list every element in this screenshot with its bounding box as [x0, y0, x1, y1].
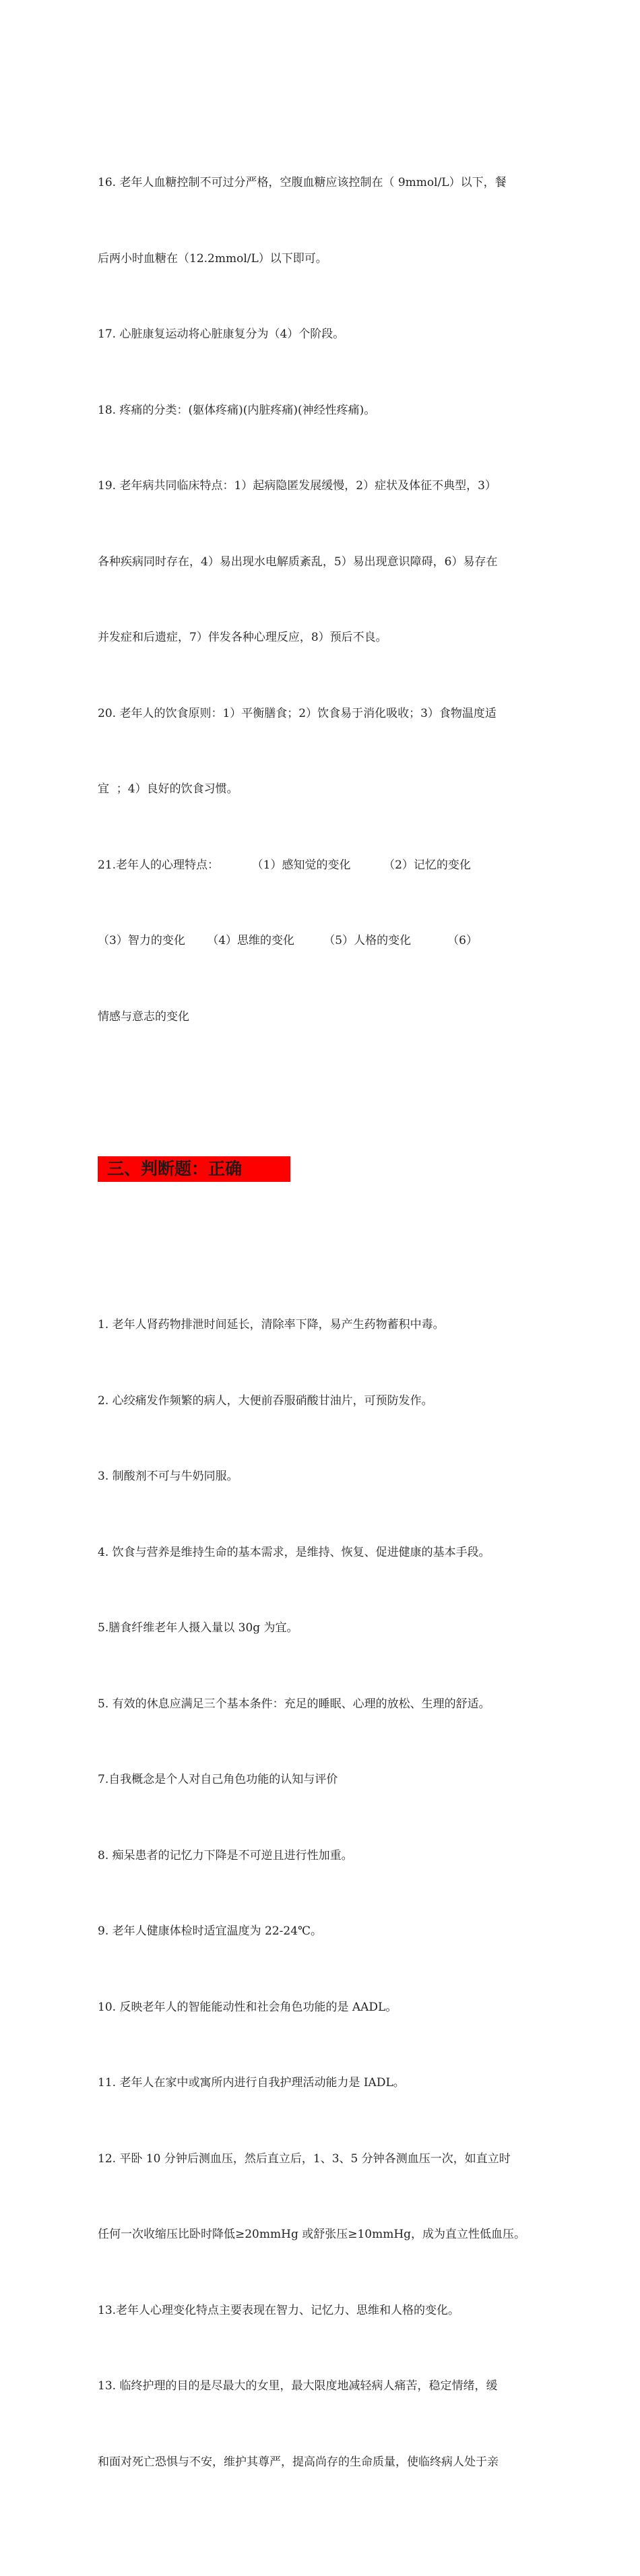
text-line: 21.老年人的心理特点： （1）感知觉的变化 （2）记忆的变化	[98, 858, 471, 872]
text-line: 17. 心脏康复运动将心脏康复分为（4）个阶段。	[98, 327, 345, 341]
list-item: 13. 临终护理的目的是尽最大的女里，最大限度地减轻病人痛苦，稳定情绪，缓	[98, 2379, 498, 2393]
list-item: 和面对死亡恐惧与不安，维护其尊严，提高尚存的生命质量，使临终病人处于亲	[98, 2455, 499, 2469]
text-line: 16. 老年人血糖控制不可过分严格，空腹血糖应该控制在（ 9mmol/L）以下，餐	[98, 176, 507, 189]
list-item: 3. 制酸剂不可与牛奶同服。	[98, 1470, 238, 1483]
text-line: 18. 疼痛的分类：(躯体疼痛)(内脏疼痛)(神经性疼痛)。	[98, 403, 376, 417]
section-three-heading	[98, 1156, 546, 1183]
text-line: 后两小时血糖在（12.2mmol/L）以下即可。	[98, 251, 327, 265]
page-content	[98, 69, 546, 2576]
list-item: 2. 心绞痛发作频繁的病人，大便前吞服硝酸甘油片，可预防发作。	[98, 1393, 433, 1408]
list-item: 4. 饮食与营养是维持生命的基本需求，是维持、恢复、促进健康的基本手段。	[98, 1545, 490, 1559]
text-line: 19. 老年病共同临床特点：1）起病隐匿发展缓慢，2）症状及体征不典型，3）	[98, 479, 497, 493]
section-three-title: 三、判断题：正确	[107, 1158, 243, 1179]
text-line: 情感与意志的变化	[98, 1009, 189, 1024]
list-item: 11. 老年人在家中或寓所内进行自我护理活动能力是 IADL。	[98, 2076, 405, 2090]
text-line: （3）智力的变化 （4）思维的变化 （5）人格的变化 （6）	[98, 934, 478, 947]
text-line: 20. 老年人的饮食原则：1）平衡膳食；2）饮食易于消化吸收；3）食物温度适	[98, 706, 497, 720]
list-item: 5.膳食纤维老年人摄入量以 30g 为宜。	[98, 1621, 298, 1635]
section-two-tail	[98, 120, 546, 1080]
text-line: 宜 ；4）良好的饮食习惯。	[98, 782, 238, 796]
list-item: 7.自我概念是个人对自己角色功能的认知与评价	[98, 1773, 338, 1786]
list-item: 13.老年人心理变化特点主要表现在智力、记忆力、思维和人格的变化。	[98, 2303, 460, 2317]
section-three-list	[98, 1262, 546, 2525]
text-line: 各种疾病同时存在，4）易出现水电解质紊乱，5）易出现意识障碍，6）易存在	[98, 555, 498, 569]
list-item: 9. 老年人健康体检时适宜温度为 22-24℃。	[98, 1924, 323, 1938]
list-item: 12. 平卧 10 分钟后测血压，然后直立后，1、3、5 分钟各测血压一次，如直立时	[98, 2151, 511, 2166]
list-item: 任何一次收缩压比卧时降低≥20mmHg 或舒张压≥10mmHg，成为直立性低血压。	[98, 2228, 526, 2241]
list-item: 10. 反映老年人的智能能动性和社会角色功能的是 AADL。	[98, 2000, 397, 2014]
list-item: 1. 老年人肾药物排泄时间延长，清除率下降，易产生药物蓄积中毒。	[98, 1318, 445, 1331]
list-item: 5. 有效的休息应满足三个基本条件：充足的睡眠、心理的放松、生理的舒适。	[98, 1697, 490, 1711]
text-line: 并发症和后遗症，7）伴发各种心理反应，8）预后不良。	[98, 631, 387, 644]
list-item: 8. 痴呆患者的记忆力下降是不可逆且进行性加重。	[98, 1848, 353, 1862]
